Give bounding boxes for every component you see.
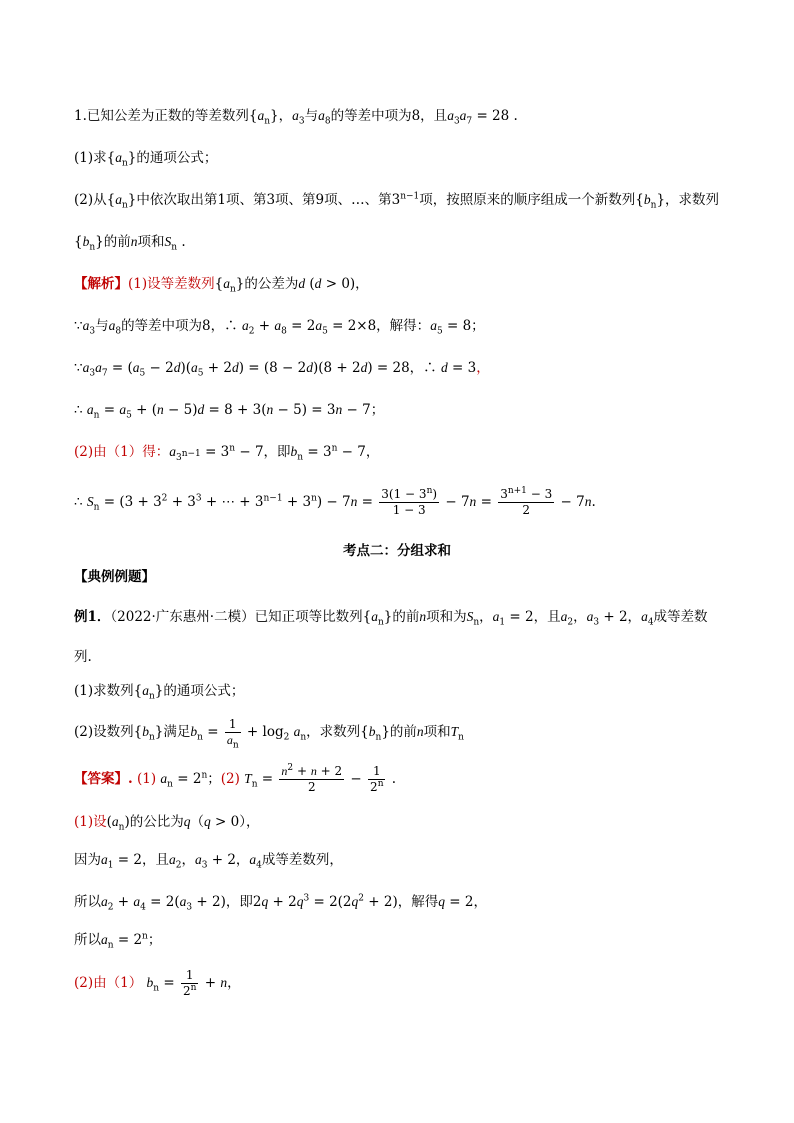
solution1-line1: 【解析】(1)设等差数列$\{a_n\}$的公差为d (d > 0)， — [74, 276, 369, 295]
example1-stem-line1: 例1．（2022·广东惠州·二模）已知正项等比数列$\{a_n\}$的前n项和为$S_n$，$a_1 = 2$，且$a_2$，$a_3 + 2$，$a_4$成等差数 — [74, 609, 708, 628]
solution1-line2: $\because a_3$与$a_8$的等差中项为8，∴ $a_2 + a_8 = 2a_5 = 2\times 8$，解得：$a_5 = 8$； — [74, 318, 485, 337]
solution1-line4: ∴ $a_n = a_5 + (n - 5)d = 8 + 3(n - 5) = 3n - 7$； — [74, 402, 385, 421]
solution2-line3: 所以$a_2 + a_4 = 2(a_3 + 2)$，即$2q + 2q^3 = 2(2q^2 + 2)$，解得q = 2， — [74, 893, 487, 913]
problem1-q1: (1)求$\{a_n\}$的通项公式； — [74, 150, 218, 169]
solution2-line5: (2)由（1） $b_n$ = $\frac{1}{2^n}$ + n， — [74, 968, 241, 998]
problem1-q2-line1: (2)从$\{a_n\}$中依次取出第1项、第3项、第9项、…、第$3^{n-1}$项，按照原来的顺序组成一个新数列$\{b_n\}$，求数列 — [74, 191, 720, 211]
example-header: 【典例例题】 — [74, 569, 155, 585]
example1-stem-line2: 列. — [74, 649, 92, 665]
answer-line: 【答案】. (1) $a_n = 2^n$；(2) $T_n$ = $\frac{n^2 + n + 2}{2}$ − $\frac{1}{2^n}$ . — [74, 763, 397, 794]
fraction: $\frac{1}{2^n}$ — [370, 764, 384, 794]
problem1-stem: 1.已知公差为正数的等差数列$\{a_n\}$，$a_3$与$a_8$的等差中项为8，且$a_3a_7 = 28$ . — [74, 108, 518, 127]
solution2-line1: (1)设$(a_n)$的公比为q（q > 0）， — [74, 814, 260, 833]
fraction: $\frac{3^{n+1} - 3}{2}$ — [500, 486, 553, 517]
example1-q1: (1)求数列$\{a_n\}$的通项公式； — [74, 683, 245, 702]
solution2-line4: 所以$a_n = 2^n$； — [74, 931, 162, 951]
solution1-line3: $\because a_3a_7 = (a_5 - 2d)(a_5 + 2d) = (8 - 2d)(8 + 2d) = 28$，∴ d = 3， — [74, 360, 490, 379]
fraction: $\frac{n^2 + n + 2}{2}$ — [281, 763, 343, 794]
example1-q2: (2)设数列$\{b_n\}$满足$b_n$ = $\frac{1}{a_n}$ + $\log_2 a_n$，求数列$\{b_n\}$的前n项和$T_n$ — [74, 717, 464, 751]
fraction: $\frac{1}{a_n}$ — [226, 717, 239, 751]
fraction: $\frac{1}{2^n}$ — [182, 968, 197, 998]
solution1-line5: (2)由（1）得：$a_{3^{n-1}} = 3^n - 7$，即$b_n = 3^n - 7$， — [74, 443, 380, 463]
section-title: 考点二：分组求和 — [343, 543, 451, 559]
solution1-line6: ∴ $S_n = (3 + 3^2 + 3^3$ + ⋯ + $3^{n-1} + 3^n) - 7n$ = $\frac{3(1 - 3^n)}{1 - 3}$ − 7n = $\frac{3^{n+1} - 3}{2}$ − 7n. — [74, 486, 596, 517]
example-source: （2022·广东惠州·二模） — [110, 609, 255, 625]
problem1-q2-line2: $\{b_n\}$的前n项和$S_n$ . — [74, 234, 186, 253]
solution-tag: 【解析】 — [74, 276, 128, 292]
answer-tag: 【答案】. — [74, 771, 133, 787]
fraction: $\frac{3(1 - 3^n)}{1 - 3}$ — [381, 486, 438, 517]
example-label: 例1． — [74, 609, 111, 625]
solution2-line2: 因为$a_1 = 2$，且$a_2$，$a_3 + 2$，$a_4$成等差数列， — [74, 852, 343, 871]
